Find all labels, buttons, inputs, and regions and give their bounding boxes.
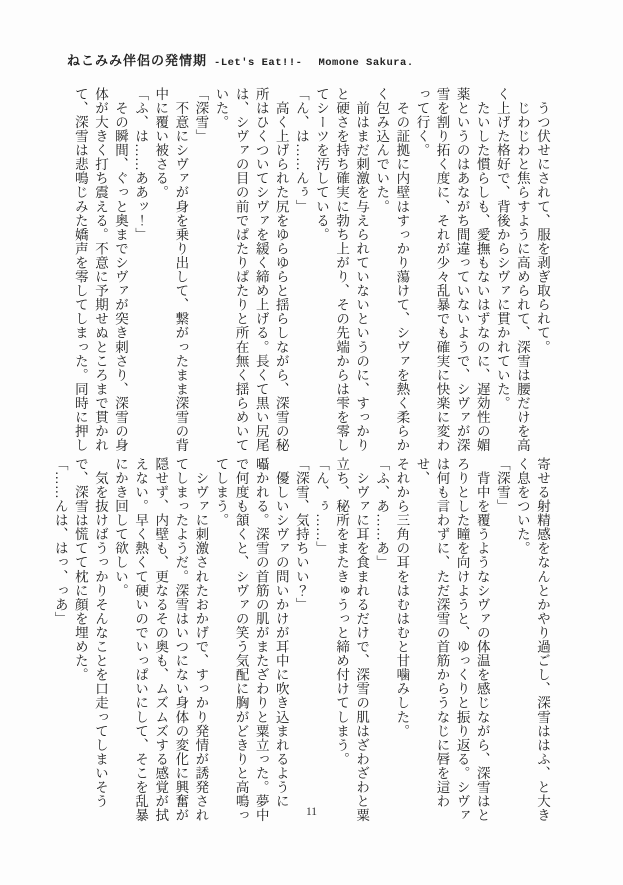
text-line: 囁かれる。深雪の首筋の肌がまたざわりと粟立った。夢中 <box>253 457 269 823</box>
page-header <box>67 50 414 69</box>
text-line: 隠せず、内壁も、更なるその奥も、ムズムズする感覚が拭 <box>153 457 169 823</box>
text-line: 前はまだ刺激を与えられていないというのに、すっかり <box>354 87 370 453</box>
text-line: 優しいシヴァの問いかけが耳中に吹き込まれるように <box>273 457 289 809</box>
doujin-title: ねこみみ伴侶の発情期 <box>67 53 208 68</box>
text-line: シヴァに耳を食まれるだけで、深雪の肌はざわざわと粟 <box>354 457 370 823</box>
text-line: 「ん、ぅ……」 <box>313 457 329 556</box>
text-line: と硬さを持ち確実に勃ち上がり、その先端からは雫を零し <box>334 87 350 453</box>
text-line: 背中を覆うようなシヴァの体温を感じながら、深雪はと <box>474 457 490 823</box>
text-line: 薬というのはあながち間違っていないようで、シヴァが深 <box>454 87 470 453</box>
text-line: く息をついた。 <box>514 457 530 556</box>
author-credit: Momone Sakura. <box>318 57 414 69</box>
text-line: 立ち、秘所をまたきゅうっと締め付けてしまう。 <box>334 457 350 767</box>
text-line: じわじわと焦らすように高められて、深雪は腰だけを高 <box>514 87 530 453</box>
text-line: 気を抜けばうっかりそんなことを口走ってしまいそう <box>92 457 108 809</box>
text-block-upper <box>69 87 552 457</box>
text-line: て、深雪は悲鳴じみた嬌声を零してしまった。同時に押し <box>72 87 88 453</box>
text-line: てしまったようだ。深雪はいつにない身体の変化に興奮が <box>173 457 189 823</box>
text-line: その瞬間、ぐっと奥までシヴァが突き刺さり、深雪の身 <box>113 87 129 453</box>
text-line: 「深雪」 <box>494 457 510 514</box>
text-line: 「ふ、は……ああッ！」 <box>133 87 149 242</box>
doujin-subtitle: -Let's Eat!!- <box>214 57 303 69</box>
text-block-lower <box>52 457 552 827</box>
text-line: 所はひくついてシヴァを緩く締め上げる。長くて黒い尻尾 <box>253 87 269 453</box>
text-line: く包み込んでいた。 <box>374 87 390 214</box>
text-line: にかき回して欲しい。 <box>113 457 129 598</box>
text-line: うつ伏せにされて、服を剥ぎ取られて。 <box>535 87 550 354</box>
text-line: えない。早く熱くて硬いのでいっぱいにして、そこを乱暴 <box>133 457 149 823</box>
text-line: シヴァに刺激されたおかげで、すっかり発情が誘発され <box>193 457 209 823</box>
text-line: 「ふ、あ……あ」 <box>374 457 390 570</box>
text-line: 雪を割り拓く度に、それが少々乱暴でも確実に快楽に変わ <box>434 87 450 453</box>
text-line: く上げた格好で、背後からシヴァに貫かれていた。 <box>494 87 510 411</box>
text-line: その証拠に内壁はすっかり蕩けて、シヴァを熱く柔らか <box>394 87 410 453</box>
text-line: ろりとした瞳を向けようと、ゆっくりと振り返る。シヴァ <box>454 457 470 823</box>
text-line: てシーツを汚している。 <box>313 87 329 242</box>
text-line: 不意にシヴァが身を乗り出して、繋がったまま深雪の背 <box>173 87 189 453</box>
text-line: は何も言わずに、ただ深雪の首筋からうなじに唇を這わせ、 <box>414 457 450 809</box>
text-line: いた。 <box>213 87 229 130</box>
text-line: 「ん、は……んぅ」 <box>293 87 309 214</box>
text-line: 寄せる射精感をなんとかやり過ごし、深雪ははふ、と大き <box>535 457 550 823</box>
text-line: 中に覆い被さる。 <box>153 87 169 200</box>
page-number: 11 <box>305 806 318 818</box>
text-line: 「深雪、気持ちいい？」 <box>293 457 309 612</box>
text-line: で何度も頷くと、シヴァの笑う気配に胸がどきりと高鳴っ <box>233 457 249 823</box>
text-line: 「深雪」 <box>193 87 209 144</box>
text-line: は、シヴァの目の前でぱたりぱたりと所在無く揺らめいて <box>233 87 249 453</box>
text-line: てしまう。 <box>213 457 229 528</box>
text-line: 体が大きく打ち震える。不意に予期せぬところまで貫かれ <box>92 87 108 453</box>
text-line: で、深雪は慌てて枕に顔を埋めた。 <box>72 457 88 682</box>
text-line: それから三角の耳をはむはむと甘噛みした。 <box>394 457 410 738</box>
text-line: って行く。 <box>414 87 430 158</box>
text-line: 「……んは、はっ、っあ」 <box>52 457 68 626</box>
text-line: たいした慣らしも、愛撫もないはずなのに、遅効性の媚 <box>474 87 490 453</box>
text-line: 高く上げられた尻をゆらゆらと揺らしながら、深雪の秘 <box>273 87 289 453</box>
